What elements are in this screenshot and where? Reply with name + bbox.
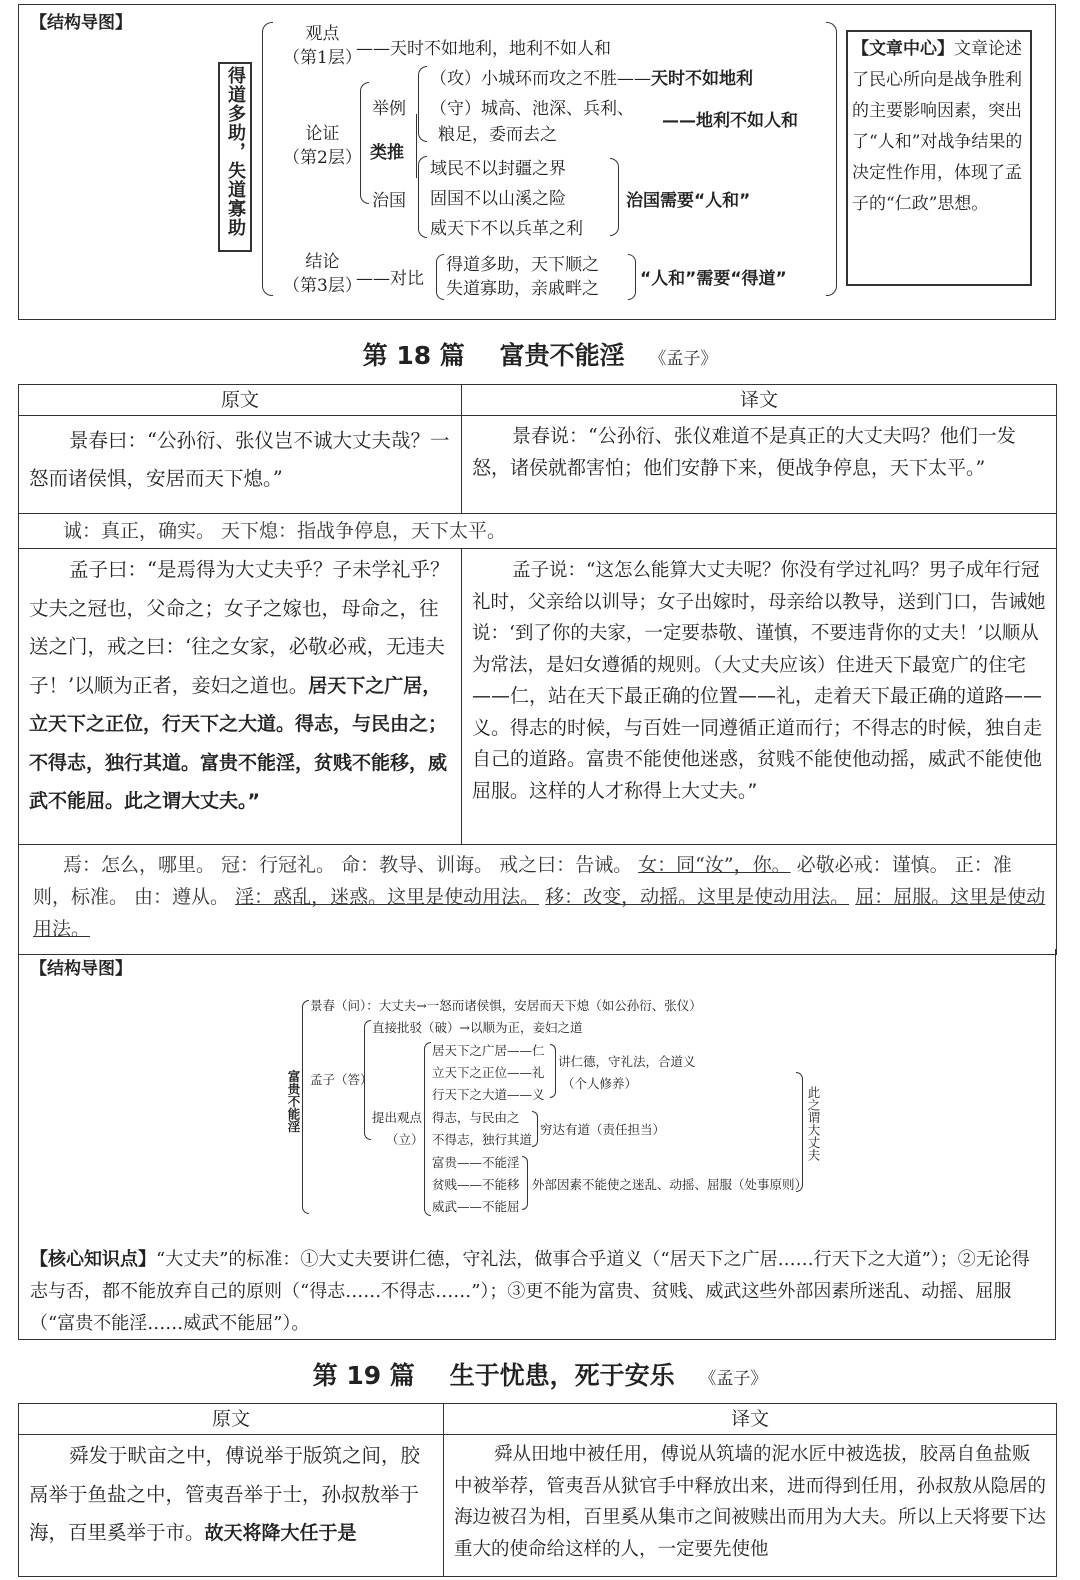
map-a-brace [550,1044,556,1098]
infer-label: 类推 [370,143,404,163]
govern-item-2: 固国不以山溪之险 [430,189,566,209]
center-brace [826,22,837,296]
a19-col-header-original: 原文 [19,1404,444,1435]
map-jingchun: 景春（问）：大丈夫→一怒而诸侯惧，安居而天下熄（如公孙衍、张仪） [310,998,702,1013]
layer2-brace [360,82,369,204]
r1-translation: 景春说：“公孙衍、张仪难道不是真正的大丈夫吗？他们一发怒，诸侯就都害怕；他们安静下来，便战争停息，天下太平。” [462,416,1057,514]
govern-item-3: 威天下不以兵革之利 [430,219,583,239]
govern-brace [418,156,427,238]
layer1-label: 观点 （第1层） [283,24,362,68]
article18-title: 富贵不能淫 [499,341,625,370]
r1-original: 景春曰：“公孙衍、张仪岂不诚大丈夫哉？一怒而诸侯惧，安居而天下熄。” [19,416,462,514]
map-a1: 居天下之广居——仁 [432,1043,545,1058]
article19-table [18,1403,1057,1577]
contrast-label: ——对比 [356,269,424,289]
map-a-res1: 讲仁德，守礼法，合道义 [558,1054,696,1069]
article18-source: 《孟子》 [649,349,718,369]
structure-map-label: 【结构导图】 [30,13,132,33]
layer2-label: 论证 （第2层） [283,124,362,168]
govern-label: 治国 [372,191,406,211]
map-b-res: 穷达有道（责任担当） [540,1122,666,1137]
article19-heading [0,1356,1080,1392]
map-c-res: 外部因素不能使之迷乱、动摇、屈服（处事原则） [532,1177,808,1192]
conclusion-close-brace [628,254,636,300]
conclusion-brace [436,254,444,300]
center-text: 文章论述了民心所向是战争胜利的主要影响因素，突出了“人和”对战争结果的决定性作用，体现了孟子的“仁政”思想。 [852,39,1023,214]
attack-text: （攻）小城环而攻之不胜——天时不如地利 [430,69,753,89]
col-header-translation: 译文 [462,385,1057,416]
center-label: 【文章中心】 [852,39,954,59]
map-c3: 威武——不能屈 [432,1199,520,1214]
article19-source: 《孟子》 [699,1369,768,1389]
map-root: 富贵不能淫 [286,1070,301,1133]
article18-table [18,384,1057,955]
a19-r1-original: 舜发于畎亩之中，傅说举于版筑之间，胶鬲举于鱼盐之中，管夷吾举于士，孙叔敖举于海，百里奚举于市。故天将降大任于是 [19,1435,444,1577]
r2-note: 焉：怎么，哪里。 冠：行冠礼。 命：教导、训诲。 戒之曰：告诫。 女：同“汝”，你。 必敬必戒：谨慎。 正：准则，标准。 由：遵从。 淫：惑乱，迷惑。这里是使动用法。 移：改变，动摇。这里是使动用法。 屈：屈服。这里是使动用法。 [19,845,1057,955]
map-final-brace [796,1072,803,1192]
map-b-brace [532,1111,538,1147]
main-brace [262,22,273,296]
defend-result: ——地利不如人和 [662,111,798,131]
article18-map-label: 【结构导图】 [30,959,132,979]
govern-close-brace [610,158,619,236]
infer-arrow [416,114,417,178]
map-c1: 富贵——不能淫 [432,1155,520,1170]
key-points [30,1244,1046,1340]
layer1-text: ——天时不如地利，地利不如人和 [356,39,611,59]
map-propose-brace [424,1042,431,1216]
map-direct: 直接批驳（破）→以顺为正，妾妇之道 [372,1020,583,1035]
defend-text-2: 粮足，委而去之 [438,125,557,145]
map-a2: 立天下之正位——礼 [432,1065,545,1080]
example-label: 举例 [372,99,406,119]
article18-heading [0,336,1080,372]
defend-text-1: （守）城高、池深、兵利、 [430,99,634,119]
map-mengzi-brace [364,1020,371,1140]
layer3-label: 结论 （第3层） [283,252,362,296]
conclusion-1: 得道多助，天下顺之 [446,255,599,275]
a19-col-header-translation: 译文 [444,1404,1057,1435]
map-root-brace [302,1000,309,1214]
map-a3: 行天下之大道——义 [432,1087,545,1102]
key-text: “大丈夫”的标准：①大丈夫要讲仁德，守礼法，做事合乎道义（“居天下之广居……行天下之大道”）；②无论得志与否，都不能放弃自己的原则（“得志……不得志……”）；③更不能为富贵、贫贱、威武这些外部因素所迷乱、动摇、屈服（“富贵不能淫……威武不能屈”）。 [30,1249,1030,1334]
conclusion-result: “人和”需要“得道” [640,269,787,289]
govern-item-1: 域民不以封疆之界 [430,159,566,179]
map-a-res2: （个人修养） [562,1076,638,1091]
conclusion-2: 失道寡助，亲戚畔之 [446,279,599,299]
article19-title: 生于忧患，死于安乐 [449,1361,675,1390]
map-c2: 贫贱——不能移 [432,1177,520,1192]
article19-num: 第 19 篇 [312,1361,415,1390]
map-b2: 不得志，独行其道 [432,1132,533,1147]
r1-note: 诚：真正，确实。 天下熄：指战争停息，天下太平。 [19,514,1057,549]
map-final: 此之谓大丈夫 [806,1086,821,1161]
govern-result: 治国需要“人和” [626,191,751,211]
map-propose: 提出观点 [372,1110,423,1125]
map-c-brace [522,1156,528,1210]
r2-translation: 孟子说：“这怎么能算大丈夫呢？你没有学过礼吗？男子成年行冠礼时，父亲给以训导；女子出嫁时，母亲给以教导，送到门口，告诫她说：‘到了你的夫家，一定要恭敬、谨慎，不要违背你的丈夫！’以顺从为常法，是妇女遵循的规则。（大丈夫应该）住进天下最宽广的住宅——仁，站在天下最正确的位置——礼，走着天下最正确的道路——义。得志的时候，与百姓一同遵循正道而行；不得志的时候，独自走自己的道路。富贵不能使他迷惑，贫贱不能使他动摇，威武不能使他屈服。这样的人才称得上大丈夫。” [462,549,1057,845]
article18-num: 第 18 篇 [362,341,465,370]
example-brace [418,66,427,142]
a19-r1-translation: 舜从田地中被任用，傅说从筑墙的泥水匠中被选拔，胶鬲自鱼盐贩中被举荐，管夷吾从狱官手中释放出来，进而得到任用，孙叔敖从隐居的海边被召为相，百里奚从集市之间被赎出而用为大夫。所以上天将要下达重大的使命给这样的人，一定要先使他 [444,1435,1057,1577]
root-title: 得道多助，失道寡助 [225,66,246,237]
col-header-original: 原文 [19,385,462,416]
key-label: 【核心知识点】 [30,1249,156,1270]
map-li: （立） [386,1132,424,1147]
map-mengzi: 孟子（答） [310,1072,373,1087]
center-text-block [852,34,1028,220]
r2-original: 孟子曰：“是焉得为大丈夫乎？子未学礼乎？丈夫之冠也，父命之；女子之嫁也，母命之，往送之门，戒之曰：‘往之女家，必敬必戒，无违夫子！’以顺为正者，妾妇之道也。居天下之广居，立天下之正位，行天下之大道。得志，与民由之；不得志，独行其道。富贵不能淫，贫贱不能移，威武不能屈。此之谓大丈夫。” [19,549,462,845]
map-b1: 得志，与民由之 [432,1110,520,1125]
